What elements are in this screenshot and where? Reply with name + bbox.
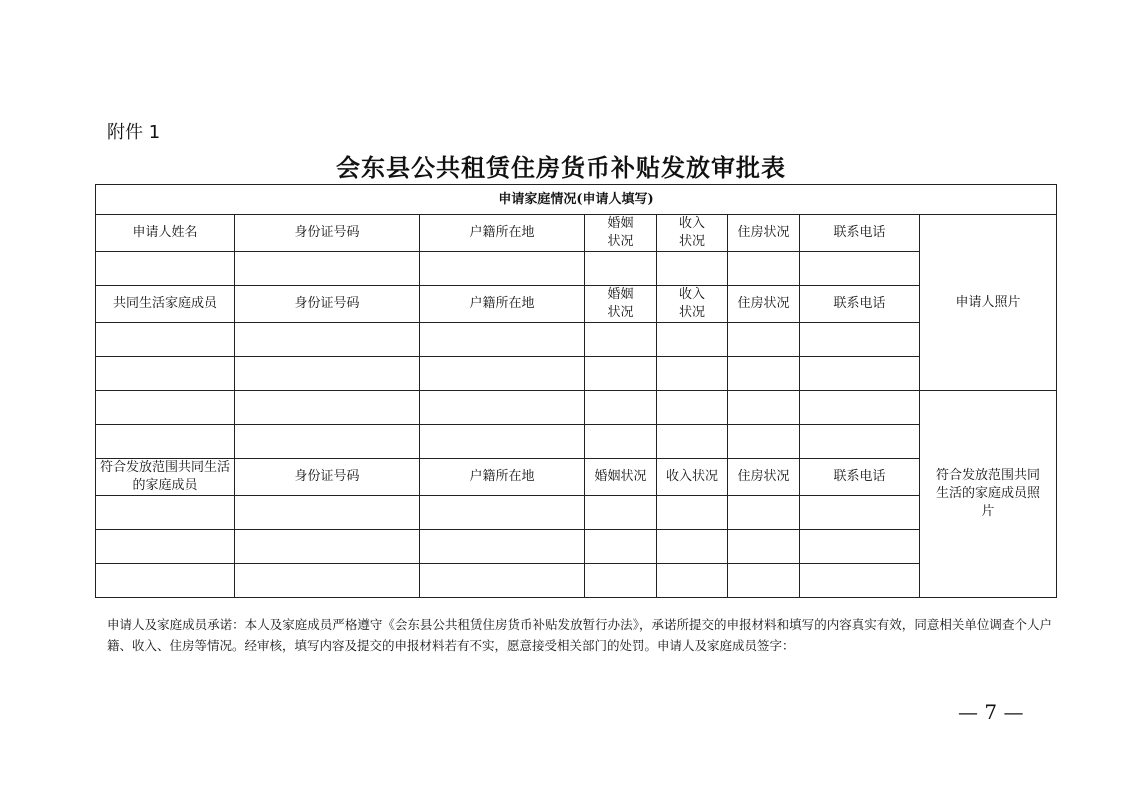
page-number: — 7 — — [958, 700, 1024, 724]
input-cell[interactable] — [420, 425, 585, 459]
input-cell[interactable] — [96, 391, 235, 425]
input-cell[interactable] — [235, 357, 420, 391]
header-income-status: 收入状况 — [657, 459, 728, 496]
input-cell[interactable] — [420, 391, 585, 425]
input-cell[interactable] — [96, 425, 235, 459]
input-cell[interactable] — [235, 252, 420, 286]
input-cell[interactable] — [585, 564, 657, 598]
input-cell[interactable] — [657, 530, 728, 564]
input-cell[interactable] — [585, 357, 657, 391]
header-income-status: 收入 状况 — [657, 286, 728, 323]
input-cell[interactable] — [800, 252, 920, 286]
approval-form-table — [95, 184, 1057, 598]
header-household-registration: 户籍所在地 — [420, 286, 585, 323]
input-cell[interactable] — [585, 496, 657, 530]
input-cell[interactable] — [800, 496, 920, 530]
input-cell[interactable] — [657, 357, 728, 391]
input-cell[interactable] — [420, 252, 585, 286]
input-cell[interactable] — [235, 564, 420, 598]
table-row — [96, 496, 1057, 530]
input-cell[interactable] — [585, 252, 657, 286]
input-cell[interactable] — [420, 496, 585, 530]
input-cell[interactable] — [235, 391, 420, 425]
input-cell[interactable] — [420, 530, 585, 564]
input-cell[interactable] — [728, 357, 800, 391]
input-cell[interactable] — [800, 530, 920, 564]
input-cell[interactable] — [96, 496, 235, 530]
table-row — [96, 252, 1057, 286]
header-housing-status: 住房状况 — [728, 459, 800, 496]
input-cell[interactable] — [657, 252, 728, 286]
input-cell[interactable] — [728, 425, 800, 459]
input-cell[interactable] — [800, 323, 920, 357]
input-cell[interactable] — [235, 323, 420, 357]
header-housing-status: 住房状况 — [728, 215, 800, 252]
input-cell[interactable] — [800, 564, 920, 598]
header-phone: 联系电话 — [800, 215, 920, 252]
input-cell[interactable] — [728, 564, 800, 598]
input-cell[interactable] — [96, 252, 235, 286]
table-row — [96, 357, 1057, 391]
header-applicant-name: 申请人姓名 — [96, 215, 235, 252]
input-cell[interactable] — [96, 530, 235, 564]
pledge-statement: 申请人及家庭成员承诺：本人及家庭成员严格遵守《会东县公共租赁住房货币补贴发放暂行办法》，承诺所提交的申报材料和填写的内容真实有效，同意相关单位调查个人户籍、收入、住房等情况。经审核，填写内容及提交的申报材料若有不实，愿意接受相关部门的处罚。申请人及家庭成员签字： — [107, 617, 1052, 653]
table-row — [96, 425, 1057, 459]
input-cell[interactable] — [235, 530, 420, 564]
eligible-members-photo-box[interactable]: 符合发放范围共同生活的家庭成员照片 — [920, 391, 1057, 598]
header-eligible-members: 符合发放范围共同生活的家庭成员 — [96, 459, 235, 496]
section-title-row — [96, 185, 1057, 215]
section-title: 申请家庭情况(申请人填写) — [96, 185, 1057, 215]
input-cell[interactable] — [657, 323, 728, 357]
input-cell[interactable] — [420, 323, 585, 357]
input-cell[interactable] — [657, 564, 728, 598]
input-cell[interactable] — [728, 391, 800, 425]
input-cell[interactable] — [800, 391, 920, 425]
table-row — [96, 564, 1057, 598]
member-header-row — [96, 286, 1057, 323]
input-cell[interactable] — [728, 252, 800, 286]
table-row — [96, 530, 1057, 564]
header-id-number: 身份证号码 — [235, 215, 420, 252]
input-cell[interactable] — [96, 323, 235, 357]
header-id-number: 身份证号码 — [235, 459, 420, 496]
header-id-number: 身份证号码 — [235, 286, 420, 323]
input-cell[interactable] — [800, 425, 920, 459]
attachment-label: 附件 1 — [107, 122, 161, 143]
input-cell[interactable] — [585, 425, 657, 459]
input-cell[interactable] — [728, 323, 800, 357]
input-cell[interactable] — [728, 530, 800, 564]
header-household-registration: 户籍所在地 — [420, 215, 585, 252]
input-cell[interactable] — [235, 425, 420, 459]
input-cell[interactable] — [657, 496, 728, 530]
input-cell[interactable] — [728, 496, 800, 530]
applicant-header-row — [96, 215, 1057, 252]
input-cell[interactable] — [800, 357, 920, 391]
input-cell[interactable] — [96, 564, 235, 598]
input-cell[interactable] — [96, 357, 235, 391]
input-cell[interactable] — [585, 391, 657, 425]
header-phone: 联系电话 — [800, 286, 920, 323]
input-cell[interactable] — [420, 357, 585, 391]
input-cell[interactable] — [585, 530, 657, 564]
input-cell[interactable] — [420, 564, 585, 598]
header-housing-status: 住房状况 — [728, 286, 800, 323]
header-household-registration: 户籍所在地 — [420, 459, 585, 496]
input-cell[interactable] — [585, 323, 657, 357]
header-marital-status: 婚姻 状况 — [585, 215, 657, 252]
header-marital-status: 婚姻状况 — [585, 459, 657, 496]
header-marital-status: 婚姻 状况 — [585, 286, 657, 323]
input-cell[interactable] — [235, 496, 420, 530]
input-cell[interactable] — [657, 391, 728, 425]
eligible-header-row — [96, 459, 1057, 496]
header-family-members: 共同生活家庭成员 — [96, 286, 235, 323]
applicant-photo-box[interactable]: 申请人照片 — [920, 215, 1057, 391]
input-cell[interactable] — [657, 425, 728, 459]
table-row — [96, 391, 1057, 425]
table-row — [96, 323, 1057, 357]
header-phone: 联系电话 — [800, 459, 920, 496]
header-income-status: 收入 状况 — [657, 215, 728, 252]
page-title: 会东县公共租赁住房货币补贴发放审批表 — [336, 154, 786, 182]
